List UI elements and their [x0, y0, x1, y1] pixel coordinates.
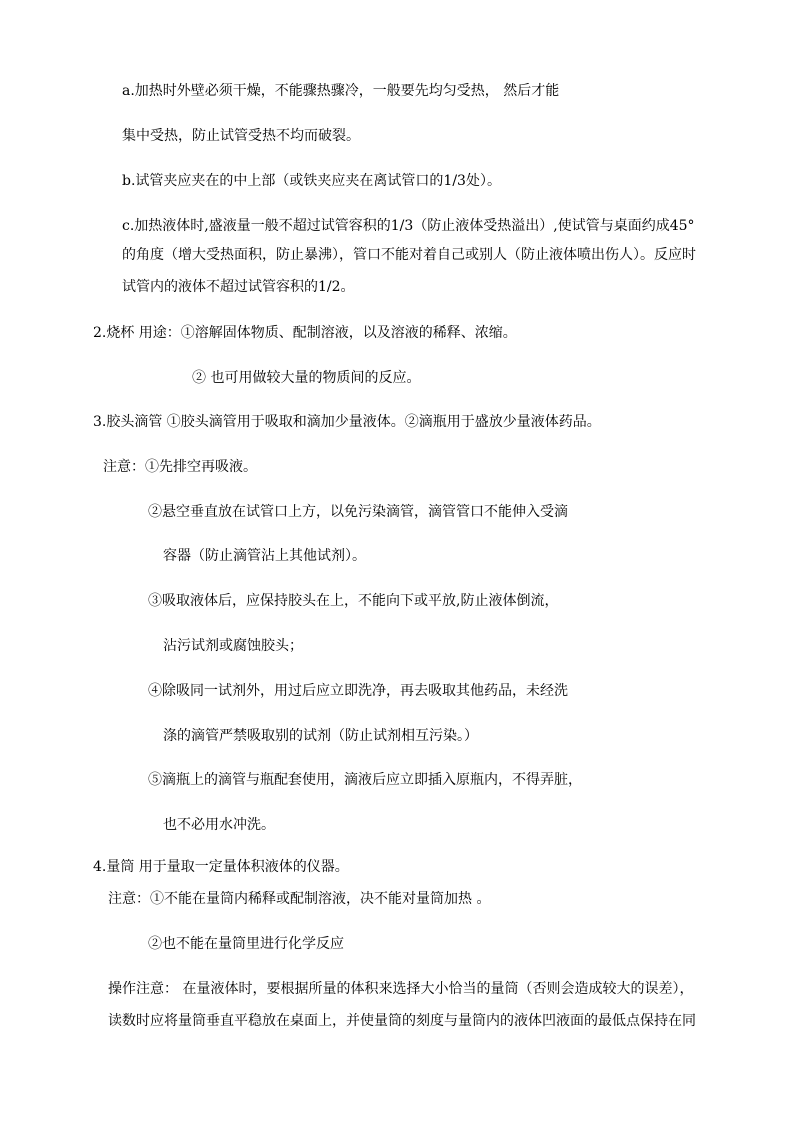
dropper-note5-line1: ⑤滴瓶上的滴管与瓶配套使用，滴液后应立即插入原瓶内，不得弄脏， — [148, 772, 582, 788]
dropper-note5-line2: 也不必用水冲洗。 — [163, 817, 275, 833]
beaker-use2: ② 也可用做较大量的物质间的反应。 — [192, 370, 421, 386]
dropper-note4-line1: ④除吸同一试剂外，用过后应立即洗净，再去吸取其他药品，未经洗 — [148, 683, 568, 699]
note-b: b.试管夹应夹在的中上部（或铁夹应夹在离试管口的1/3处）。 — [122, 173, 501, 189]
dropper-note3-line1: ③吸取液体后，应保持胶头在上，不能向下或平放,防止液体倒流， — [148, 593, 559, 609]
note-c-line2: 的角度（增大受热面积，防止暴沸），管口不能对着自己或别人（防止液体喷出伤人）。反应时 — [122, 247, 696, 263]
cylinder-note1: 注意：①不能在量筒内稀释或配制溶液，决不能对量筒加热 。 — [108, 891, 491, 907]
note-a-line2: 集中受热，防止试管受热不均而破裂。 — [122, 128, 360, 144]
dropper-note2-line2: 容器（防止滴管沾上其他试剂）。 — [163, 548, 366, 564]
cylinder-op-line1: 操作注意： 在量液体时，要根据所量的体积来选择大小恰当的量筒（否则会造成较大的误差）， — [108, 981, 694, 997]
cylinder-op-line2: 读数时应将量筒垂直平稳放在桌面上，并使量筒的刻度与量筒内的液体凹液面的最低点保持在同 — [108, 1013, 696, 1029]
dropper-note2-line1: ②悬空垂直放在试管口上方，以免污染滴管，滴管管口不能伸入受滴 — [148, 504, 568, 520]
beaker-title: 2.烧杯 用途：①溶解固体物质、配制溶液，以及溶液的稀释、浓缩。 — [93, 325, 517, 341]
dropper-title: 3.胶头滴管 ①胶头滴管用于吸取和滴加少量液体。②滴瓶用于盛放少量液体药品。 — [93, 414, 601, 430]
note-c-line1: c.加热液体时,盛液量一般不超过试管容积的1/3（防止液体受热溢出）,使试管与桌面约成45° — [122, 218, 695, 234]
note-c-line3: 试管内的液体不超过试管容积的1/2。 — [122, 279, 355, 295]
cylinder-note2: ②也不能在量筒里进行化学反应 — [148, 936, 344, 952]
note-a-line1: a.加热时外壁必须干燥，不能骤热骤冷，一般要先均匀受热， 然后才能 — [122, 83, 560, 99]
cylinder-title: 4.量筒 用于量取一定量体积液体的仪器。 — [93, 859, 349, 875]
dropper-note3-line2: 沾污试剂或腐蚀胶头； — [163, 638, 303, 654]
dropper-note1: 注意：①先排空再吸液。 — [103, 459, 257, 475]
dropper-note4-line2: 涤的滴管严禁吸取别的试剂（防止试剂相互污染。） — [163, 728, 478, 744]
